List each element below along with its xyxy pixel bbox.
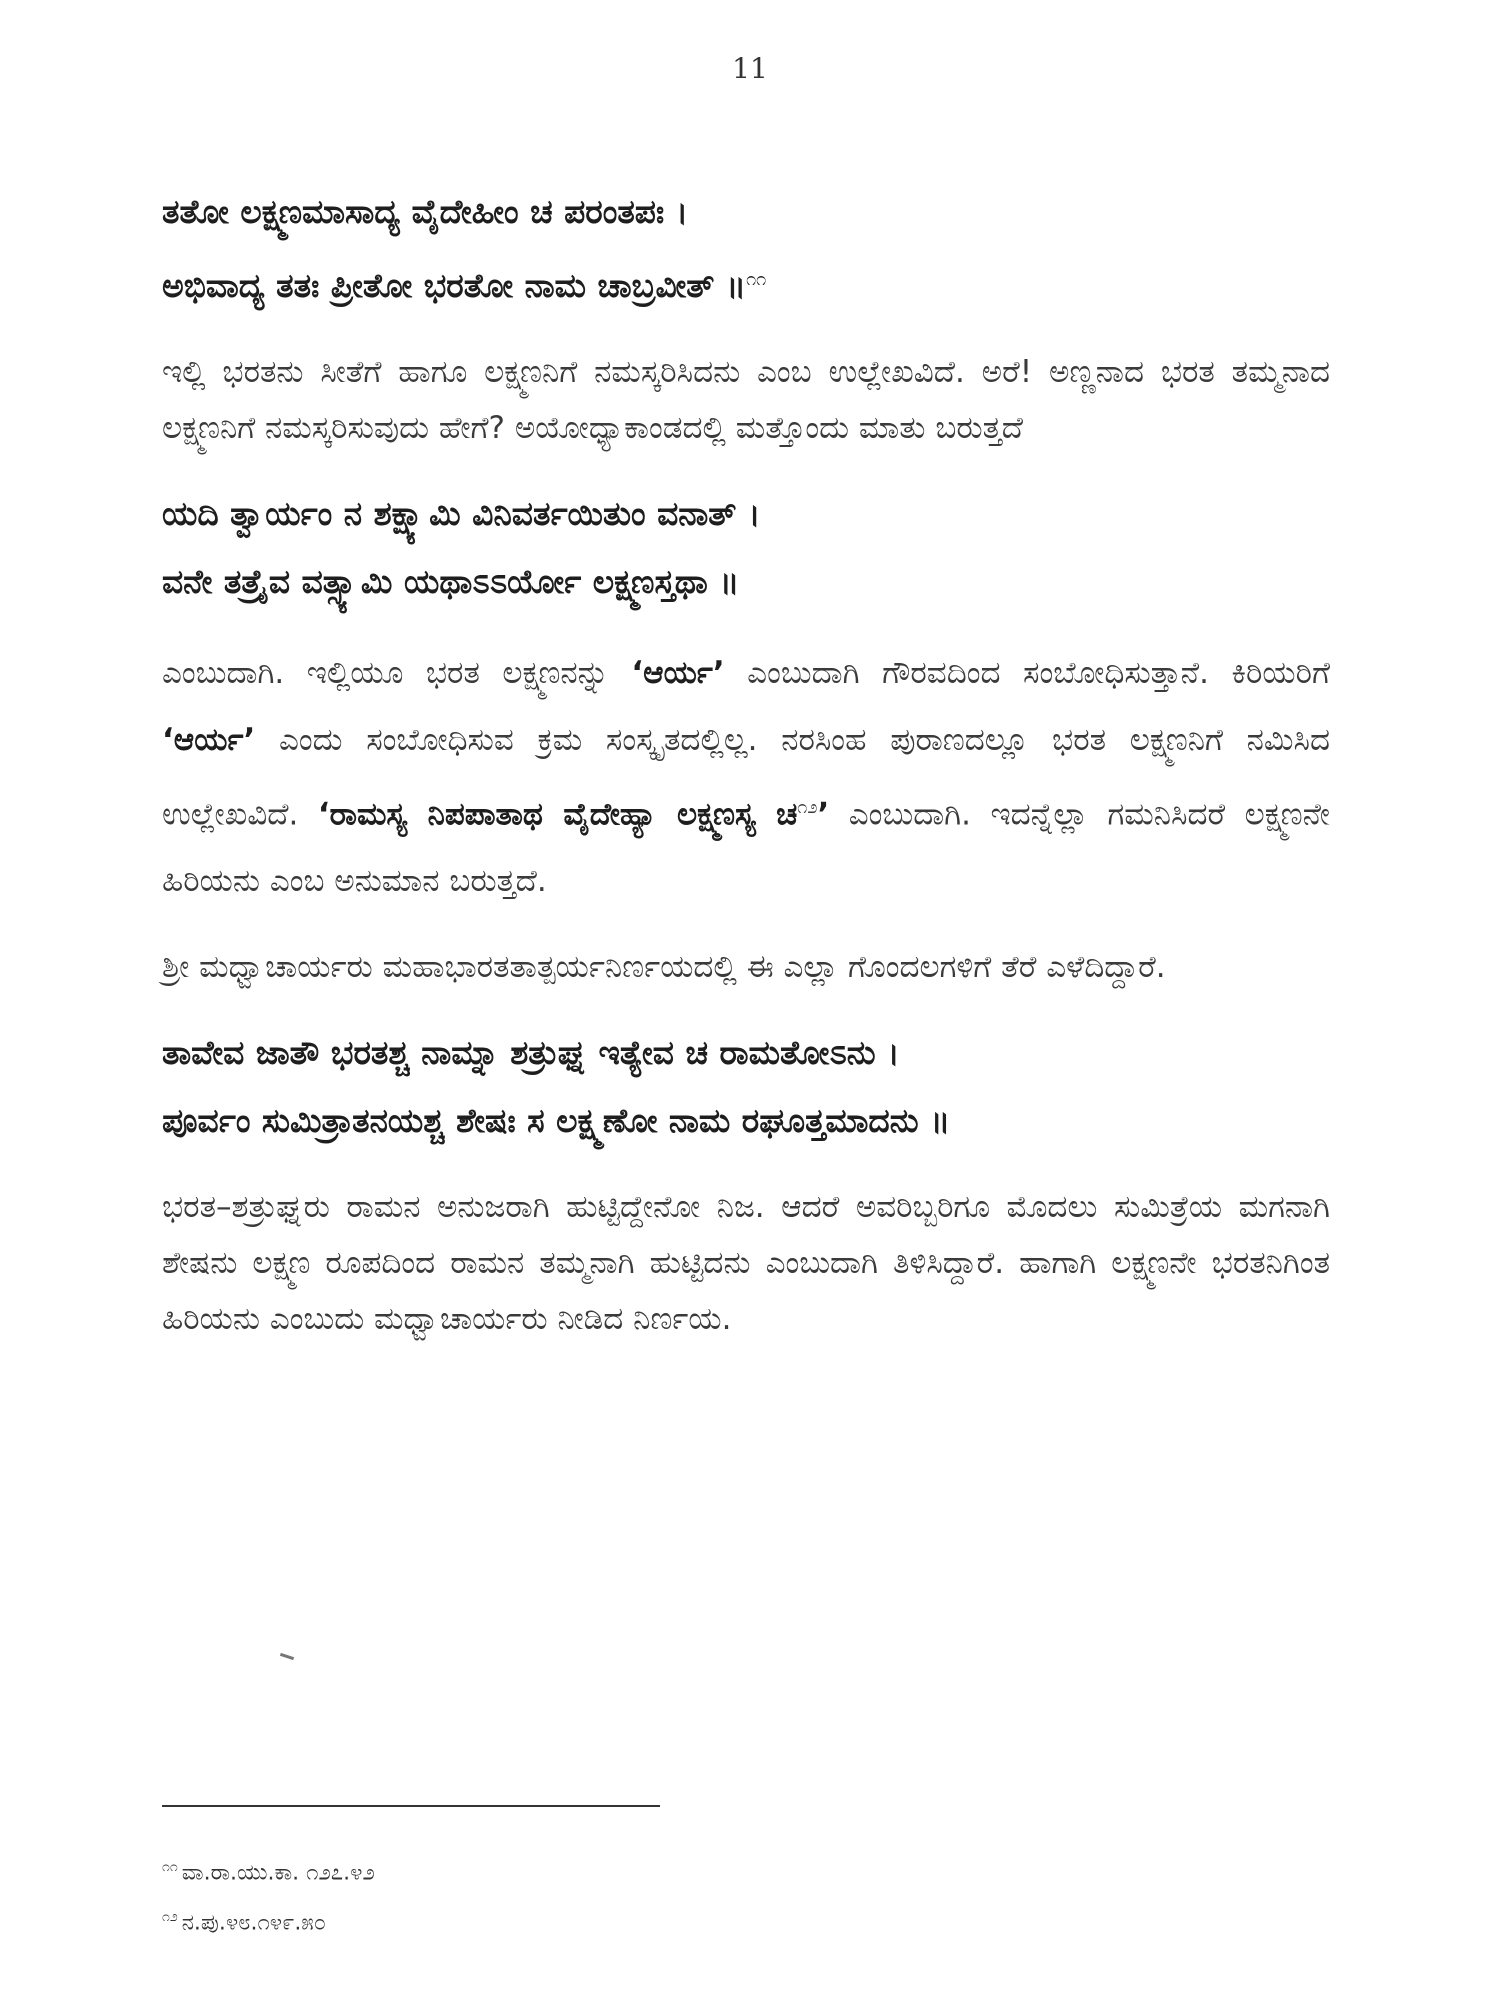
quoted-verse: ‘ರಾಮಸ್ಯ ನಿಪಪಾತಾಥ ವೈದೇಹ್ಯಾ ಲಕ್ಷ್ಮಣಸ್ಯ ಚ bbox=[317, 796, 798, 833]
footnote-mark: ೧೨ bbox=[162, 1909, 178, 1926]
page-body bbox=[162, 178, 1330, 1371]
footnotes bbox=[162, 1845, 1162, 1946]
verse-line: ತತೋ ಲಕ್ಷ್ಮಣಮಾಸಾದ್ಯ ವೈದೇಹೀಂ ಚ ಪರಂತಪಃ । bbox=[162, 192, 689, 231]
verse-line: ಪೂರ್ವಂ ಸುಮಿತ್ರಾತನಯಶ್ಚ ಶೇಷಃ ಸ ಲಕ್ಷ್ಮಣೋ ನಾಮ ರಘೂತ್ತಮಾದನು ॥ bbox=[162, 1101, 951, 1141]
page-number: 11 bbox=[732, 52, 768, 85]
verse-line: ವನೇ ತತ್ರೈವ ವತ್ಸ್ಯಾಮಿ ಯಥಾಽಽರ್ಯೋ ಲಕ್ಷ್ಮಣಸ್ತಥಾ ॥ bbox=[162, 562, 740, 601]
paragraph-4: ಭರತ–ಶತ್ರುಘ್ನರು ರಾಮನ ಅನುಜರಾಗಿ ಹುಟ್ಟಿದ್ದೇನೋ ನಿಜ. ಆದರೆ ಅವರಿಬ್ಬರಿಗೂ ಮೊದಲು ಸುಮಿತ್ರೆಯ ಮಗನಾಗಿ ಶೇಷನು ಲಕ್ಷ್ಮಣ ರೂಪದಿಂದ ರಾಮನ ತಮ್ಮನಾಗಿ ಹುಟ್ಟಿದನು ಎಂಬುದಾಗಿ ತಿಳಿಸಿದ್ದಾರೆ. ಹಾಗಾಗಿ ಲಕ್ಷ್ಮಣನೇ ಭರತನಿಗಿಂತ ಹಿರಿಯನು ಎಂಬುದು ಮಧ್ವಾಚಾರ್ಯರು ನೀಡಿದ ನಿರ್ಣಯ. bbox=[162, 1189, 1330, 1338]
verse-block-1 bbox=[162, 178, 1330, 320]
verse-line: ತಾವೇವ ಜಾತೌ ಭರತಶ್ಚ ನಾಮ್ನಾ ಶತ್ರುಘ್ನ ಇತ್ಯೇವ ಚ ರಾಮತೋಽನು । bbox=[162, 1033, 900, 1073]
paragraph-3: ಶ್ರೀ ಮಧ್ವಾಚಾರ್ಯರು ಮಹಾಭಾರತತಾತ್ಪರ್ಯನಿರ್ಣಯದಲ್ಲಿ ಈ ಎಲ್ಲಾ ಗೊಂದಲಗಳಿಗೆ ತೆರೆ ಎಳೆದಿದ್ದಾರೆ. bbox=[162, 949, 1166, 986]
paragraph-text: ಎಂಬುದಾಗಿ. ಇದನ್ನೆಲ್ಲಾ ಗಮನಿಸಿದರೆ ಲಕ್ಷ್ಮಣನೇ ಹಿರಿಯನು ಎಂಬ ಅನುಮಾನ ಬರುತ್ತದೆ. bbox=[162, 796, 1330, 900]
verse-block-3 bbox=[162, 1019, 1330, 1155]
verse-line bbox=[162, 246, 1330, 320]
emphasis-term: ‘ಆರ್ಯ’ bbox=[162, 722, 256, 758]
footnote-divider bbox=[162, 1805, 660, 1807]
paragraph-text: ಎಂದು ಸಂಬೋಧಿಸುವ ಕ್ರಮ ಸಂಸ್ಕೃತದಲ್ಲಿಲ್ಲ. ನರಸಿಂಹ ಪುರಾಣದಲ್ಲೂ ಭರತ ಲಕ್ಷ್ಮಣನಿಗೆ ನಮಿಸಿದ ಉಲ್ಲೇಖವಿದೆ. bbox=[162, 722, 1330, 833]
verse-line: ಯದಿ ತ್ವಾರ್ಯಂ ನ ಶಕ್ಷ್ಯಾಮಿ ವಿನಿವರ್ತಯಿತುಂ ವನಾತ್ । bbox=[162, 494, 761, 533]
footnote-text: ವಾ.ರಾ.ಯು.ಕಾ. ೧೨೭.೪೨ bbox=[181, 1860, 375, 1886]
footnote-text: ನ.ಪು.೪೮.೧೪೯.೫೦ bbox=[181, 1910, 327, 1936]
verse-line-text: ಅಭಿವಾದ್ಯ ತತಃ ಪ್ರೀತೋ ಭರತೋ ನಾಮ ಚಾಬ್ರವೀತ್ ॥ bbox=[162, 266, 747, 305]
footnote-mark: ೧೧ bbox=[162, 1859, 178, 1875]
footnote-item bbox=[162, 1895, 1162, 1945]
paragraph-2 bbox=[162, 640, 1330, 915]
emphasis-term: ‘ಆರ್ಯ’ bbox=[631, 655, 725, 691]
scan-speck bbox=[280, 1653, 294, 1660]
quote-close: ’ bbox=[817, 796, 830, 833]
paragraph-1: ಇಲ್ಲಿ ಭರತನು ಸೀತೆಗೆ ಹಾಗೂ ಲಕ್ಷ್ಮಣನಿಗೆ ನಮಸ್ಕರಿಸಿದನು ಎಂಬ ಉಲ್ಲೇಖವಿದೆ. ಅರೆ! ಅಣ್ಣನಾದ ಭರತ ತಮ್ಮನಾದ ಲಕ್ಷ್ಮಣನಿಗೆ ನಮಸ್ಕರಿಸುವುದು ಹೇಗೆ? ಅಯೋಧ್ಯಾಕಾಂಡದಲ್ಲಿ ಮತ್ತೊಂದು ಮಾತು ಬರುತ್ತದೆ bbox=[162, 354, 1330, 446]
paragraph-text: ಎಂಬುದಾಗಿ. ಇಲ್ಲಿಯೂ ಭರತ ಲಕ್ಷ್ಮಣನನ್ನು bbox=[162, 655, 632, 691]
verse-block-2 bbox=[162, 480, 1330, 616]
paragraph-text: ಎಂಬುದಾಗಿ ಗೌರವದಿಂದ ಸಂಬೋಧಿಸುತ್ತಾನೆ. ಕಿರಿಯರಿಗೆ bbox=[724, 655, 1330, 691]
footnote-item bbox=[162, 1845, 1162, 1895]
footnote-ref[interactable]: ೧೨ bbox=[797, 797, 818, 818]
footnote-ref[interactable]: ೧೧ bbox=[746, 269, 767, 290]
